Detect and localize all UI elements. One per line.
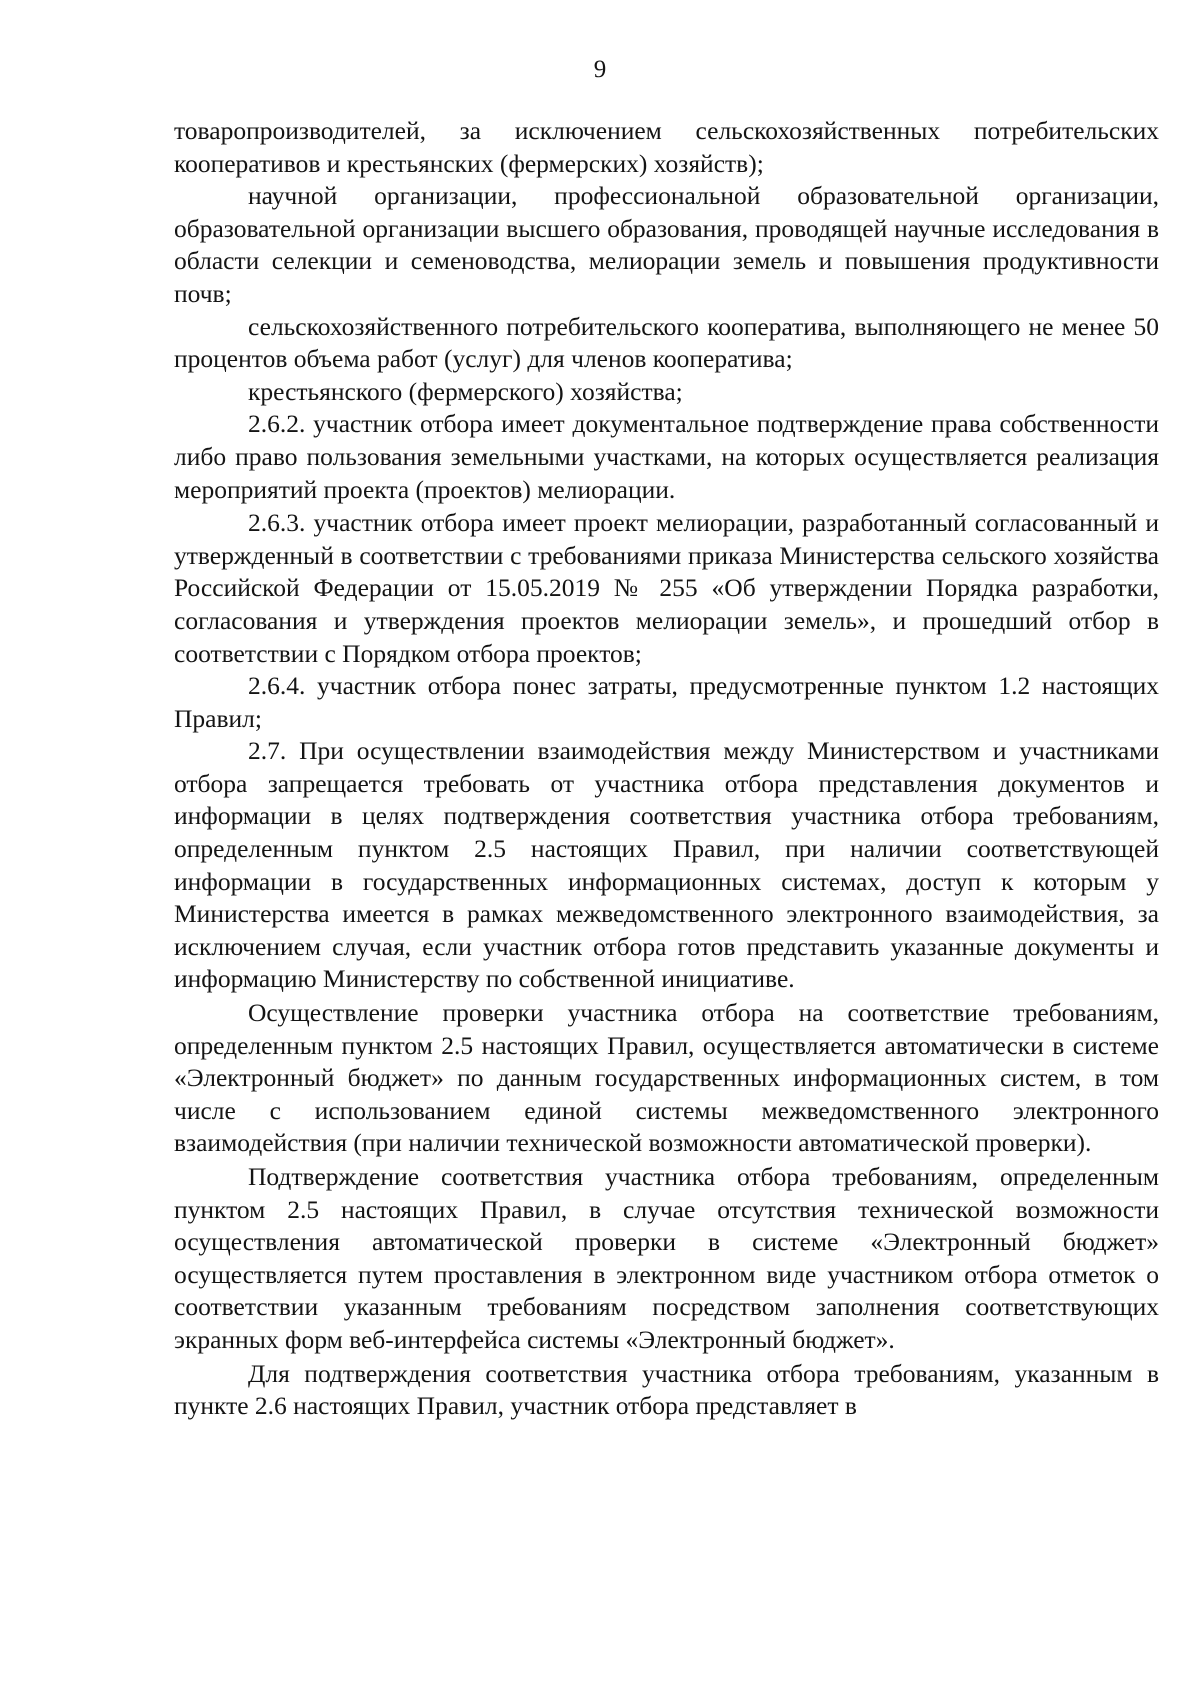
paragraph-continuation: товаропроизводителей, за исключением сельскохозяйственных потребительских кооперативов и крестьянских (фермерских) хозяйств); (174, 116, 1159, 178)
paragraph-2-6-2: 2.6.2. участник отбора имеет документальное подтверждение права собственности либо право пользования земельными участками, на которых осуществляется реализация мероприятий проекта (проектов) мелиорации. (174, 409, 1159, 504)
paragraph-farm: крестьянского (фермерского) хозяйства; (248, 376, 683, 406)
paragraph-2-6-4: 2.6.4. участник отбора понес затраты, предусмотренные пунктом 1.2 настоящих Правил; (174, 671, 1159, 733)
paragraph-2-6-3: 2.6.3. участник отбора имеет проект мелиорации, разработанный согласованный и утвержденный в соответствии с требованиями приказа Министерства сельского хозяйства Российской Федерации от 15.05.2019 № 255 «Об утверждении Порядка разработки, согласования и утверждения проектов мелиорации земель», и прошедший отбор в соответствии с Порядком отбора проектов; (174, 508, 1159, 668)
paragraph-2-7: 2.7. При осуществлении взаимодействия между Министерством и участниками отбора запрещается требовать от участника отбора представления документов и информации в целях подтверждения соответствия участника отбора требованиям, определенным пунктом 2.5 настоящих Правил, при наличии соответствующей информации в государственных информационных системах, доступ к которым у Министерства имеется в рамках межведомственного электронного взаимодействия, за исключением случая, если участник отбора готов представить указанные документы и информацию Министерству по собственной инициативе. (174, 736, 1159, 994)
paragraph-cooperative: сельскохозяйственного потребительского кооператива, выполняющего не менее 50 процентов объема работ (услуг) для членов кооператива; (174, 311, 1159, 374)
paragraph-scientific-organization: научной организации, профессиональной образовательной организации, образовательной организации высшего образования, проводящей научные исследования в области селекции и семеноводства, мелиорации земель и повышения продуктивности почв; (174, 181, 1159, 308)
paragraph-confirmation: Подтверждение соответствия участника отбора требованиям, определенным пунктом 2.5 настоящих Правил, в случае отсутствия технической возможности осуществления автоматической проверки в системе «Электронный бюджет» осуществляется путем проставления в электронном виде участником отбора отметок о соответствии указанным требованиям посредством заполнения соответствующих экранных форм веб-интерфейса системы «Электронный бюджет». (174, 1162, 1159, 1354)
page-number: 9 (593, 56, 607, 83)
paragraph-automatic-check: Осуществление проверки участника отбора на соответствие требованиям, определенным пунктом 2.5 настоящих Правил, осуществляется автоматически в системе «Электронный бюджет» по данным государственных информационных систем, в том числе с использованием единой системы межведомственного электронного взаимодействия (при наличии технической возможности автоматической проверки). (174, 998, 1159, 1158)
paragraph-requirements-2-6: Для подтверждения соответствия участника отбора требованиям, указанным в пункте 2.6 настоящих Правил, участник отбора представляет в (174, 1358, 1159, 1421)
document-body (174, 115, 1159, 1423)
